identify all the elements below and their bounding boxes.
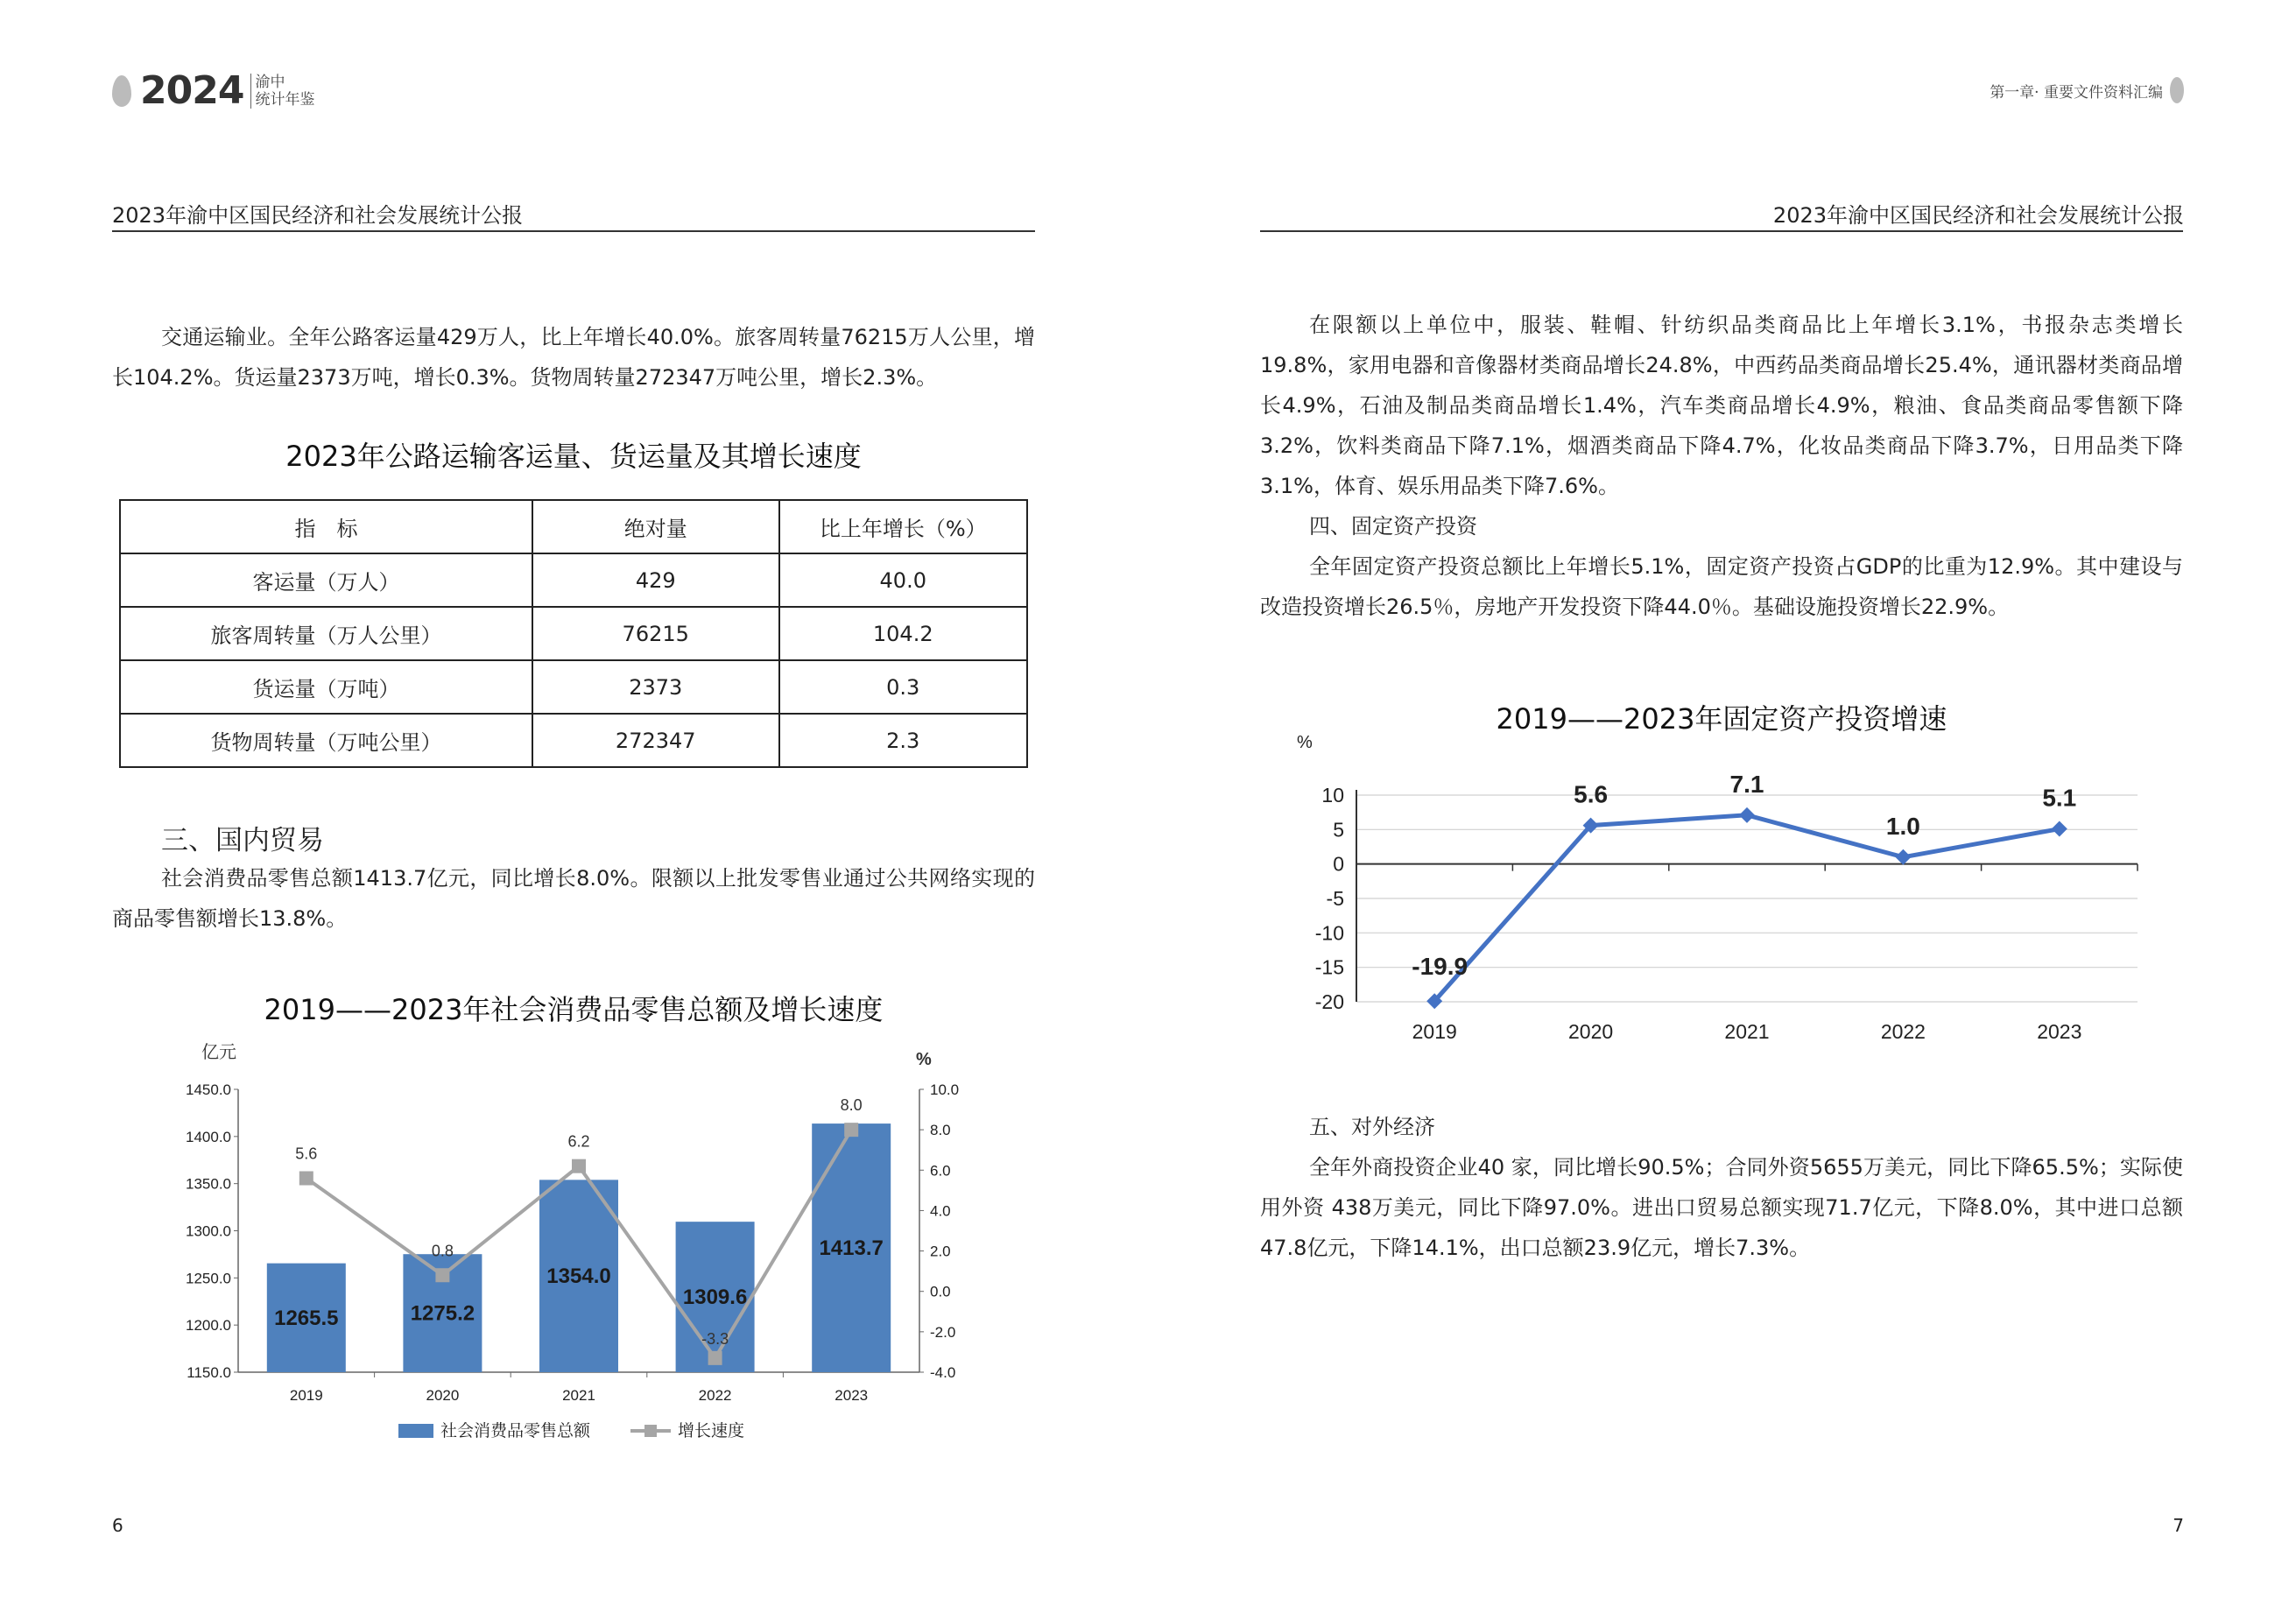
- x-tick-label: 2023: [2037, 1020, 2082, 1043]
- table-cell: 272347: [532, 714, 779, 767]
- x-tick-label: 2019: [1412, 1020, 1457, 1043]
- section-trade-title: 三、国内贸易: [161, 825, 324, 856]
- y2-tick-label: 6.0: [930, 1162, 951, 1180]
- goods-paragraph: [1260, 305, 2183, 627]
- table-cell: 429: [532, 553, 779, 607]
- bar-value-label: 1413.7: [819, 1236, 884, 1261]
- chapter-text: 第一章· 重要文件资料汇编: [1990, 83, 2163, 102]
- investment-growth-point: [1739, 807, 1755, 823]
- foreign-text: 全年外商投资企业40 家，同比增长90.5%；合同外资5655万美元，同比下降65.5%；实际使用外资 438万美元，同比下降97.0%。进出口贸易总额实现71.7亿元，下降8.0%，其中进口总额47.8亿元，下降14.1%，出口总额23.9亿元，增长7.3%。: [1260, 1155, 2183, 1260]
- investment-growth-chart: [1271, 727, 2164, 1051]
- header-rule-right: [1260, 230, 2183, 232]
- logo-line1: 渝中: [255, 73, 285, 91]
- table-header-cell: 绝对量: [532, 500, 779, 553]
- y-tick-label: 0: [1333, 852, 1344, 876]
- bar-value-label: 1275.2: [410, 1301, 475, 1326]
- y-tick-label: 1400.0: [186, 1128, 231, 1145]
- y-tick-label: -15: [1314, 955, 1344, 979]
- x-tick-label: 2020: [426, 1387, 460, 1404]
- growth-rate-label: -3.3: [701, 1329, 729, 1348]
- y-tick-label: -5: [1326, 887, 1344, 910]
- table-row: [120, 714, 1027, 767]
- investment-growth-label: 5.6: [1574, 780, 1609, 808]
- chart1-title: 2019——2023年社会消费品零售总额及增长速度: [264, 993, 884, 1026]
- investment-growth-line: [1434, 812, 2060, 1001]
- investment-growth-label: -19.9: [1412, 953, 1468, 981]
- bar-value-label: 1265.5: [274, 1306, 339, 1330]
- y2-tick-label: -4.0: [930, 1364, 956, 1381]
- y-tick-label: 1150.0: [187, 1364, 231, 1381]
- x-tick-label: 2019: [289, 1387, 323, 1404]
- growth-rate-point: [708, 1351, 722, 1365]
- logo-text: [250, 74, 314, 109]
- logo-year: 2024: [140, 68, 244, 113]
- logo-line2: 统计年鉴: [255, 90, 315, 109]
- page-number-right: 7: [2173, 1515, 2184, 1536]
- y-tick-label: 1300.0: [186, 1222, 231, 1240]
- y-tick-label: 1200.0: [186, 1317, 231, 1335]
- table-cell: 76215: [532, 607, 779, 660]
- foreign-paragraph: [1260, 1107, 2183, 1268]
- yearbook-logo: [112, 68, 314, 113]
- legend-line-marker: [644, 1425, 657, 1437]
- section-foreign-title: 五、对外经济: [1309, 1115, 1435, 1139]
- y-tick-label: -10: [1314, 921, 1344, 945]
- y-tick-label: 10: [1321, 784, 1344, 806]
- table-row: [120, 553, 1027, 607]
- growth-rate-label: 8.0: [840, 1096, 863, 1115]
- trade-paragraph: [112, 858, 1035, 939]
- x-tick-label: 2020: [1568, 1020, 1614, 1043]
- y-tick-label: -20: [1314, 990, 1344, 1013]
- y2-tick-label: 10.0: [930, 1081, 960, 1098]
- y2-tick-label: 2.0: [930, 1243, 951, 1260]
- investment-growth-point: [2052, 821, 2067, 837]
- y-axis-unit-label: 亿元: [201, 1043, 236, 1062]
- transport-paragraph: [112, 317, 1035, 398]
- table-cell: 2.3: [779, 714, 1028, 767]
- table-cell: 客运量（万人）: [120, 553, 532, 607]
- trade-text: 社会消费品零售总额1413.7亿元，同比增长8.0%。限额以上批发零售业通过公共网络实现的商品零售额增长13.8%。: [112, 866, 1035, 931]
- x-tick-label: 2021: [1724, 1020, 1770, 1043]
- right-page: [1148, 0, 2296, 1613]
- chapter-label: [1990, 77, 2184, 103]
- growth-rate-point: [299, 1172, 313, 1186]
- y2-tick-label: 8.0: [930, 1122, 951, 1139]
- legend-bar-label: 社会消费品零售总额: [440, 1422, 591, 1440]
- growth-rate-label: 0.8: [431, 1242, 454, 1260]
- leaf-chapter-icon: [2170, 77, 2184, 103]
- y2-tick-label: 0.0: [930, 1283, 951, 1300]
- growth-rate-point: [844, 1123, 858, 1137]
- investment-growth-label: 1.0: [1885, 812, 1920, 840]
- y-tick-label: 1250.0: [186, 1270, 231, 1287]
- table-cell: 2373: [532, 660, 779, 714]
- x-tick-label: 2021: [562, 1387, 595, 1404]
- header-rule-left: [112, 230, 1035, 232]
- growth-rate-point: [435, 1268, 449, 1282]
- y-tick-label: 5: [1333, 818, 1344, 842]
- transport-table: [119, 499, 1028, 768]
- table-cell: 货运量（万吨）: [120, 660, 532, 714]
- goods-text: 在限额以上单位中，服装、鞋帽、针纺织品类商品比上年增长3.1%，书报杂志类增长19.8%，家用电器和音像器材类商品增长24.8%，中西药品类商品增长25.4%，通讯器材类商品增长4.9%，石油及制品类商品增长1.4%，汽车类商品增长4.9%，粮油、食品类商品零售额下降3.2%，饮料类商品下降7.1%，烟酒类商品下降4.7%，化妆品类商品下降3.7%，日用品类下降3.1%，体育、娱乐用品类下降7.6%。: [1260, 313, 2183, 498]
- section-invest-title: 四、固定资产投资: [1309, 514, 1477, 539]
- table-header-row: [120, 500, 1027, 553]
- y2-axis-unit-label: %: [916, 1050, 932, 1069]
- page-number-left: 6: [112, 1515, 123, 1536]
- table-row: [120, 660, 1027, 714]
- investment-growth-label: 7.1: [1729, 770, 1764, 798]
- legend-bar-swatch: [398, 1424, 433, 1438]
- table-cell: 40.0: [779, 553, 1028, 607]
- x-tick-label: 2022: [1880, 1020, 1926, 1043]
- table-header-cell: 比上年增长（%）: [779, 500, 1028, 553]
- leaf-logo-icon: [112, 75, 131, 107]
- table-title: 2023年公路运输客运量、货运量及其增长速度: [285, 440, 862, 473]
- bar-value-label: 1309.6: [682, 1285, 748, 1310]
- table-header-cell: 指 标: [120, 500, 532, 553]
- retail-sales-chart: [158, 1033, 998, 1462]
- y-tick-label: 1450.0: [186, 1081, 231, 1098]
- chart2-title: 2019——2023年固定资产投资增速: [1496, 702, 1947, 736]
- y-axis-unit-label: %: [1297, 733, 1313, 752]
- table-cell: 104.2: [779, 607, 1028, 660]
- y-tick-label: 1350.0: [186, 1175, 231, 1193]
- running-title-right: 2023年渝中区国民经济和社会发展统计公报: [1772, 203, 2184, 228]
- y2-tick-label: -2.0: [930, 1323, 956, 1341]
- table-cell: 0.3: [779, 660, 1028, 714]
- growth-rate-label: 5.6: [295, 1145, 318, 1163]
- table-row: [120, 607, 1027, 660]
- invest-text: 全年固定资产投资总额比上年增长5.1%，固定资产投资占GDP的比重为12.9%。其中建设与改造投资增长26.5％，房地产开发投资下降44.0％。基础设施投资增长22.9%。: [1260, 554, 2183, 619]
- y2-tick-label: 4.0: [930, 1202, 951, 1220]
- x-tick-label: 2022: [698, 1387, 732, 1404]
- investment-growth-point: [1895, 849, 1911, 865]
- table-cell: 旅客周转量（万人公里）: [120, 607, 532, 660]
- investment-growth-label: 5.1: [2042, 784, 2077, 812]
- transport-text: 交通运输业。全年公路客运量429万人，比上年增长40.0%。旅客周转量76215万人公里，增长104.2%。货运量2373万吨，增长0.3%。货物周转量272347万吨公里，增长2.3%。: [112, 325, 1035, 390]
- legend-line-label: 增长速度: [678, 1422, 745, 1440]
- running-title-left: 2023年渝中区国民经济和社会发展统计公报: [112, 203, 524, 228]
- growth-rate-point: [572, 1159, 586, 1173]
- table-cell: 货物周转量（万吨公里）: [120, 714, 532, 767]
- x-tick-label: 2023: [835, 1387, 869, 1404]
- bar-value-label: 1354.0: [546, 1264, 611, 1289]
- growth-rate-label: 6.2: [567, 1132, 590, 1151]
